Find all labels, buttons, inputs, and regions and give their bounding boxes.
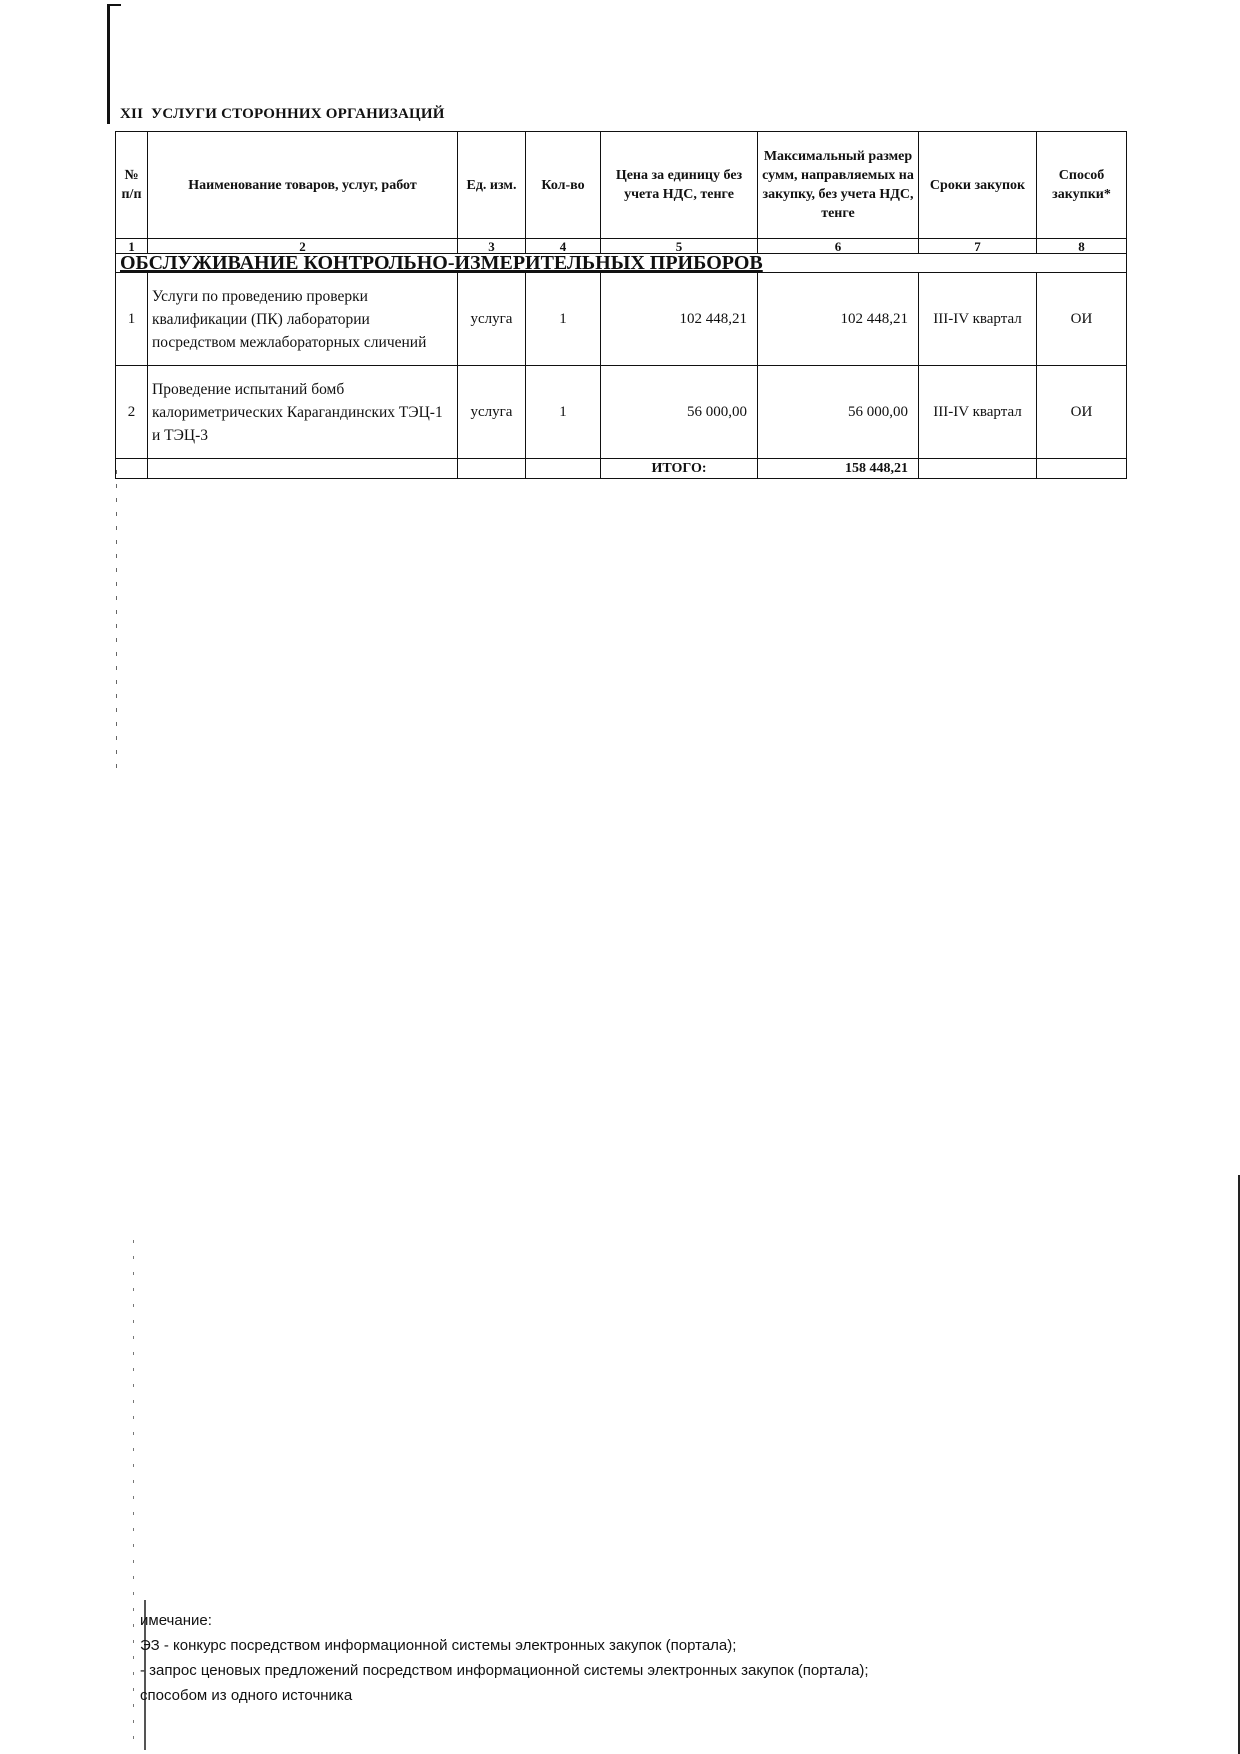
empty-cell bbox=[148, 459, 458, 479]
empty-cell bbox=[919, 459, 1037, 479]
footnote bbox=[140, 1608, 869, 1708]
total-value: 158 448,21 bbox=[758, 459, 919, 479]
row-price: 56 000,00 bbox=[601, 366, 758, 459]
column-number: 7 bbox=[919, 239, 1037, 254]
footnote-line: ЭЗ - конкурс посредством информационной системы электронных закупок (портала); bbox=[140, 1637, 737, 1654]
table-row bbox=[116, 366, 1127, 459]
row-method: ОИ bbox=[1037, 366, 1127, 459]
header-cell: Максимальный размер сумм, направляемых на закупку, без учета НДС, тенге bbox=[758, 132, 919, 239]
column-number: 3 bbox=[458, 239, 526, 254]
scan-artifact-bracket bbox=[107, 4, 110, 124]
header-cell: Сроки закупок bbox=[919, 132, 1037, 239]
total-label: ИТОГО: bbox=[601, 459, 758, 479]
footnote-line: - запрос ценовых предложений посредством информационной системы электронных закупок (портала); bbox=[140, 1662, 869, 1679]
category-row bbox=[116, 254, 1127, 273]
section-title bbox=[120, 106, 445, 123]
column-number: 4 bbox=[526, 239, 601, 254]
row-name: Услуги по проведению проверки квалификации (ПК) лаборатории посредством межлабораторных сличений bbox=[148, 273, 458, 366]
section-number: XII bbox=[120, 106, 144, 122]
header-cell: № п/п bbox=[116, 132, 148, 239]
row-unit: услуга bbox=[458, 366, 526, 459]
row-unit: услуга bbox=[458, 273, 526, 366]
row-price: 102 448,21 bbox=[601, 273, 758, 366]
row-qty: 1 bbox=[526, 273, 601, 366]
table-row bbox=[116, 273, 1127, 366]
scan-artifact-edge bbox=[133, 1240, 134, 1740]
scan-artifact-bracket-top bbox=[107, 4, 121, 6]
row-period: III-IV квартал bbox=[919, 366, 1037, 459]
header-cell: Способ закупки* bbox=[1037, 132, 1127, 239]
column-number: 1 bbox=[116, 239, 148, 254]
services-table bbox=[115, 131, 1127, 479]
empty-cell bbox=[1037, 459, 1127, 479]
row-method: ОИ bbox=[1037, 273, 1127, 366]
header-cell: Ед. изм. bbox=[458, 132, 526, 239]
empty-cell bbox=[116, 459, 148, 479]
category-title: ОБСЛУЖИВАНИЕ КОНТРОЛЬНО-ИЗМЕРИТЕЛЬНЫХ ПРИБОРОВ bbox=[116, 254, 1127, 273]
row-period: III-IV квартал bbox=[919, 273, 1037, 366]
empty-cell bbox=[458, 459, 526, 479]
empty-cell bbox=[526, 459, 601, 479]
column-number: 8 bbox=[1037, 239, 1127, 254]
header-cell: Кол-во bbox=[526, 132, 601, 239]
row-number: 1 bbox=[116, 273, 148, 366]
footnote-line: способом из одного источника bbox=[140, 1687, 353, 1704]
header-cell: Цена за единицу без учета НДС, тенге bbox=[601, 132, 758, 239]
row-qty: 1 bbox=[526, 366, 601, 459]
column-number: 2 bbox=[148, 239, 458, 254]
header-cell: Наименование товаров, услуг, работ bbox=[148, 132, 458, 239]
column-number: 6 bbox=[758, 239, 919, 254]
total-row bbox=[116, 459, 1127, 479]
row-number: 2 bbox=[116, 366, 148, 459]
row-name: Проведение испытаний бомб калориметрических Карагандинских ТЭЦ-1 и ТЭЦ-3 bbox=[148, 366, 458, 459]
section-title-text: УСЛУГИ СТОРОННИХ ОРГАНИЗАЦИЙ bbox=[151, 106, 445, 122]
row-max-sum: 56 000,00 bbox=[758, 366, 919, 459]
row-max-sum: 102 448,21 bbox=[758, 273, 919, 366]
footnote-title: имечание: bbox=[140, 1612, 212, 1629]
table-header-row bbox=[116, 132, 1127, 239]
column-number: 5 bbox=[601, 239, 758, 254]
scan-artifact-edge bbox=[116, 470, 117, 770]
